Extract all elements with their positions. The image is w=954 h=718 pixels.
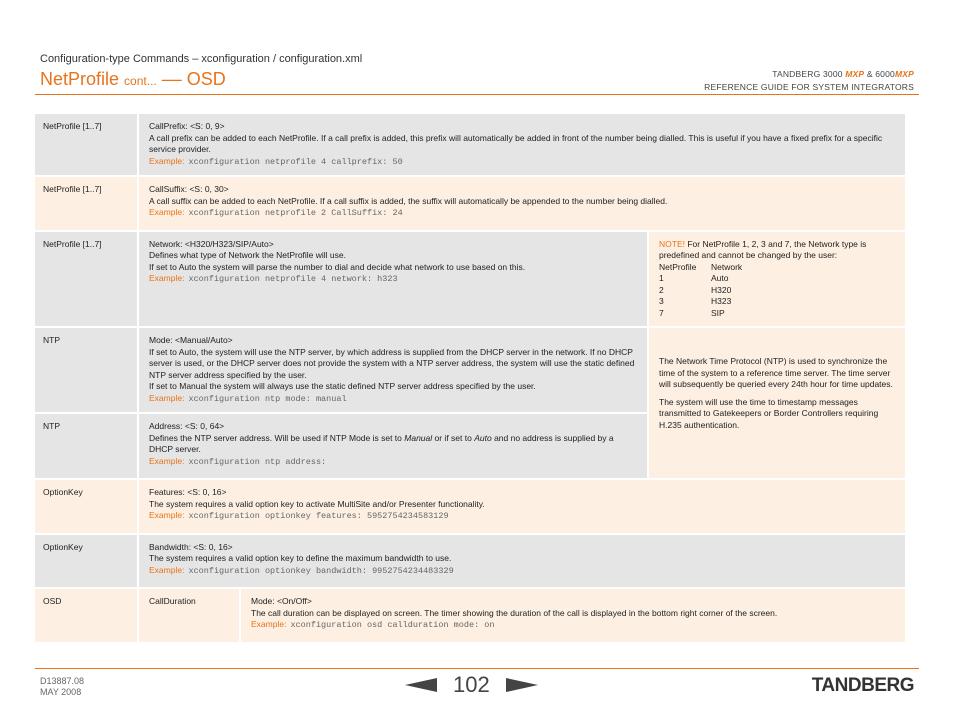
- example: [251, 619, 895, 632]
- param-name: Bandwidth: <S: 0, 16>: [149, 541, 233, 552]
- row-name: NetProfile [1..7]: [43, 184, 102, 194]
- config-table: [35, 114, 905, 644]
- footer-rule: [35, 668, 919, 669]
- example-label: Example:: [149, 564, 185, 575]
- cell: 7: [659, 307, 664, 318]
- network-table-row: [659, 308, 895, 320]
- cell: H323: [711, 296, 732, 306]
- row-detail: [239, 589, 905, 642]
- product-header: [704, 68, 914, 94]
- product-3000: TANDBERG 3000: [772, 69, 846, 79]
- title-main: NetProfile: [40, 69, 125, 89]
- table-row: [35, 414, 647, 478]
- pager: [405, 672, 538, 698]
- example-code: xconfiguration netprofile 4 callprefix: 50: [188, 156, 403, 167]
- example-code: xconfiguration netprofile 4 network: h323: [188, 274, 398, 284]
- page-header: [40, 53, 362, 90]
- network-table-row: [659, 262, 895, 274]
- cell: H320: [711, 284, 732, 295]
- row-detail: [137, 480, 905, 533]
- param-name: Mode: <On/Off>: [251, 596, 312, 606]
- row-name: NTP: [43, 335, 60, 345]
- example: [149, 565, 895, 578]
- doc-info: [40, 676, 84, 698]
- note-text: [659, 239, 895, 262]
- tandberg-logo: TANDBERG: [811, 675, 914, 696]
- param-desc: The system requires a valid option key to activate MultiSite and/or Presenter functionality.: [149, 498, 485, 509]
- row-detail: [137, 328, 647, 412]
- example-code: xconfiguration optionkey bandwidth: 9952754234483329: [188, 565, 454, 576]
- row-name: OptionKey: [43, 541, 83, 552]
- cell: 2: [659, 284, 664, 295]
- param-desc: Defines what type of Network the NetProfile will use.: [149, 250, 347, 260]
- doc-date: MAY 2008: [40, 687, 82, 697]
- row-name: OSD: [43, 596, 62, 606]
- example-label: Example:: [251, 619, 287, 629]
- note-body: For NetProfile 1, 2, 3 and 7, the Network type is predefined and cannot be changed by the user:: [659, 238, 867, 260]
- param-name: Network: <H320/H323/SIP/Auto>: [149, 238, 274, 249]
- ntp-note-p1: The Network Time Protocol (NTP) is used to synchronize the time of the system to a reference time server. The time server will subsequently be queried every 24th hour for time updates.: [659, 356, 893, 389]
- example: [149, 207, 895, 220]
- cell: NetProfile: [659, 261, 697, 272]
- note-panel: [647, 232, 905, 327]
- ntp-rows: [35, 328, 647, 478]
- example: [149, 510, 895, 523]
- param-name: CallSuffix: <S: 0, 30>: [149, 184, 229, 194]
- header-rule: [35, 94, 919, 95]
- row-name: NTP: [43, 421, 60, 431]
- param-name: Address: <S: 0, 64>: [149, 421, 225, 431]
- example-label: Example:: [149, 155, 185, 166]
- table-row: [35, 232, 905, 327]
- table-row: [35, 177, 905, 230]
- row-detail: [137, 114, 905, 175]
- desc-auto: Auto: [474, 432, 492, 443]
- note-label: NOTE!: [659, 238, 685, 249]
- table-row: [35, 589, 905, 642]
- row-name: NetProfile [1..7]: [43, 121, 102, 131]
- title-cont: cont...: [124, 74, 157, 88]
- cell: Network: [711, 261, 743, 272]
- example: [149, 156, 895, 169]
- cell: 3: [659, 296, 664, 306]
- cell: Auto: [711, 273, 729, 283]
- desc-part: or if set to: [432, 432, 475, 443]
- prev-page-arrow-icon[interactable]: [405, 678, 437, 692]
- page-number: 102: [453, 672, 490, 697]
- param-desc: The call duration can be displayed on screen. The timer showing the duration of the call is displayed in the bottom right corner of the screen.: [251, 607, 778, 618]
- example: [149, 273, 637, 286]
- example: [149, 393, 637, 406]
- param-name: CallPrefix: <S: 0, 9>: [149, 121, 225, 131]
- example-code: xconfiguration netprofile 2 CallSuffix: 24: [188, 208, 403, 218]
- mxp-1: MXP: [845, 69, 865, 79]
- row-detail: [137, 414, 647, 478]
- row-detail: [137, 177, 905, 230]
- example-code: xconfiguration ntp address:: [188, 456, 327, 467]
- example: [149, 456, 637, 469]
- example-code: xconfiguration ntp mode: manual: [188, 393, 347, 404]
- product-name: [704, 68, 914, 81]
- example-code: xconfiguration optionkey features: 5952754234583129: [188, 511, 449, 521]
- network-table: [659, 262, 895, 320]
- row-name: OptionKey: [43, 487, 83, 497]
- cell: SIP: [711, 307, 725, 318]
- param-desc: If set to Auto, the system will use the NTP server, by which address is supplied from the DHCP server in the network. If no DHCP server is used, or the DHCP server does not provide the system with a NTP server address, the system will use the static defined NTP server address specified by the user.: [149, 346, 635, 380]
- param-desc-2: If set to Auto the system will parse the number to dial and decide what network to use based on this.: [149, 261, 526, 272]
- example-label: Example:: [149, 455, 185, 466]
- table-row: [35, 114, 905, 175]
- desc-manual: Manual: [404, 432, 433, 443]
- example-label: Example:: [149, 510, 185, 520]
- doc-id: D13887.08: [40, 676, 85, 686]
- ntp-note-panel: [647, 328, 905, 478]
- row-subname: CallDuration: [137, 589, 239, 642]
- title-tail: –– OSD: [156, 69, 226, 89]
- param-desc: The system requires a valid option key to define the maximum bandwidth to use.: [149, 553, 452, 563]
- breadcrumb: Configuration-type Commands – xconfiguration / configuration.xml: [40, 53, 363, 65]
- table-row: [35, 328, 647, 412]
- network-table-row: [659, 273, 895, 285]
- table-row: [35, 480, 905, 533]
- param-name: Features: <S: 0, 16>: [149, 487, 227, 497]
- example-label: Example:: [149, 392, 185, 403]
- product-6000: & 6000: [864, 69, 895, 79]
- param-desc-2: If set to Manual the system will always use the static defined NTP server address specified by the user.: [149, 381, 536, 391]
- guide-subtitle: REFERENCE GUIDE FOR SYSTEM INTEGRATORS: [704, 82, 914, 92]
- row-detail: [137, 535, 905, 588]
- ntp-note-p2: The system will use the time to timestamp messages transmitted to Gatekeepers or Border Controllers requiring H.235 authentication.: [659, 396, 879, 430]
- page-title: [40, 69, 362, 90]
- param-name: Mode: <Manual/Auto>: [149, 335, 233, 345]
- example-code: xconfiguration osd callduration mode: on: [290, 620, 495, 630]
- example-label: Example:: [149, 273, 185, 283]
- row-name: NetProfile [1..7]: [43, 238, 102, 249]
- param-desc: A call suffix can be added to each NetProfile. If a call suffix is added, the suffix will automatically be appended to the number being dialled.: [149, 195, 668, 206]
- next-page-arrow-icon[interactable]: [506, 678, 538, 692]
- ntp-group: [35, 328, 905, 478]
- cell: 1: [659, 273, 664, 283]
- desc-part: and no address is supplied by a DHCP server.: [149, 432, 614, 454]
- network-table-row: [659, 285, 895, 297]
- network-table-row: [659, 296, 895, 308]
- example-label: Example:: [149, 207, 185, 217]
- param-desc: [149, 433, 637, 456]
- param-desc: A call prefix can be added to each NetProfile. If a call prefix is added, this prefix will automatically be added in front of the number being dialled. This is useful if you have a fixed prefix for a specific service provider.: [149, 132, 883, 154]
- row-detail: [137, 232, 647, 327]
- desc-part: Defines the NTP server address. Will be used if NTP Mode is set to: [149, 432, 405, 443]
- table-row: [35, 535, 905, 588]
- mxp-2: MXP: [894, 69, 914, 79]
